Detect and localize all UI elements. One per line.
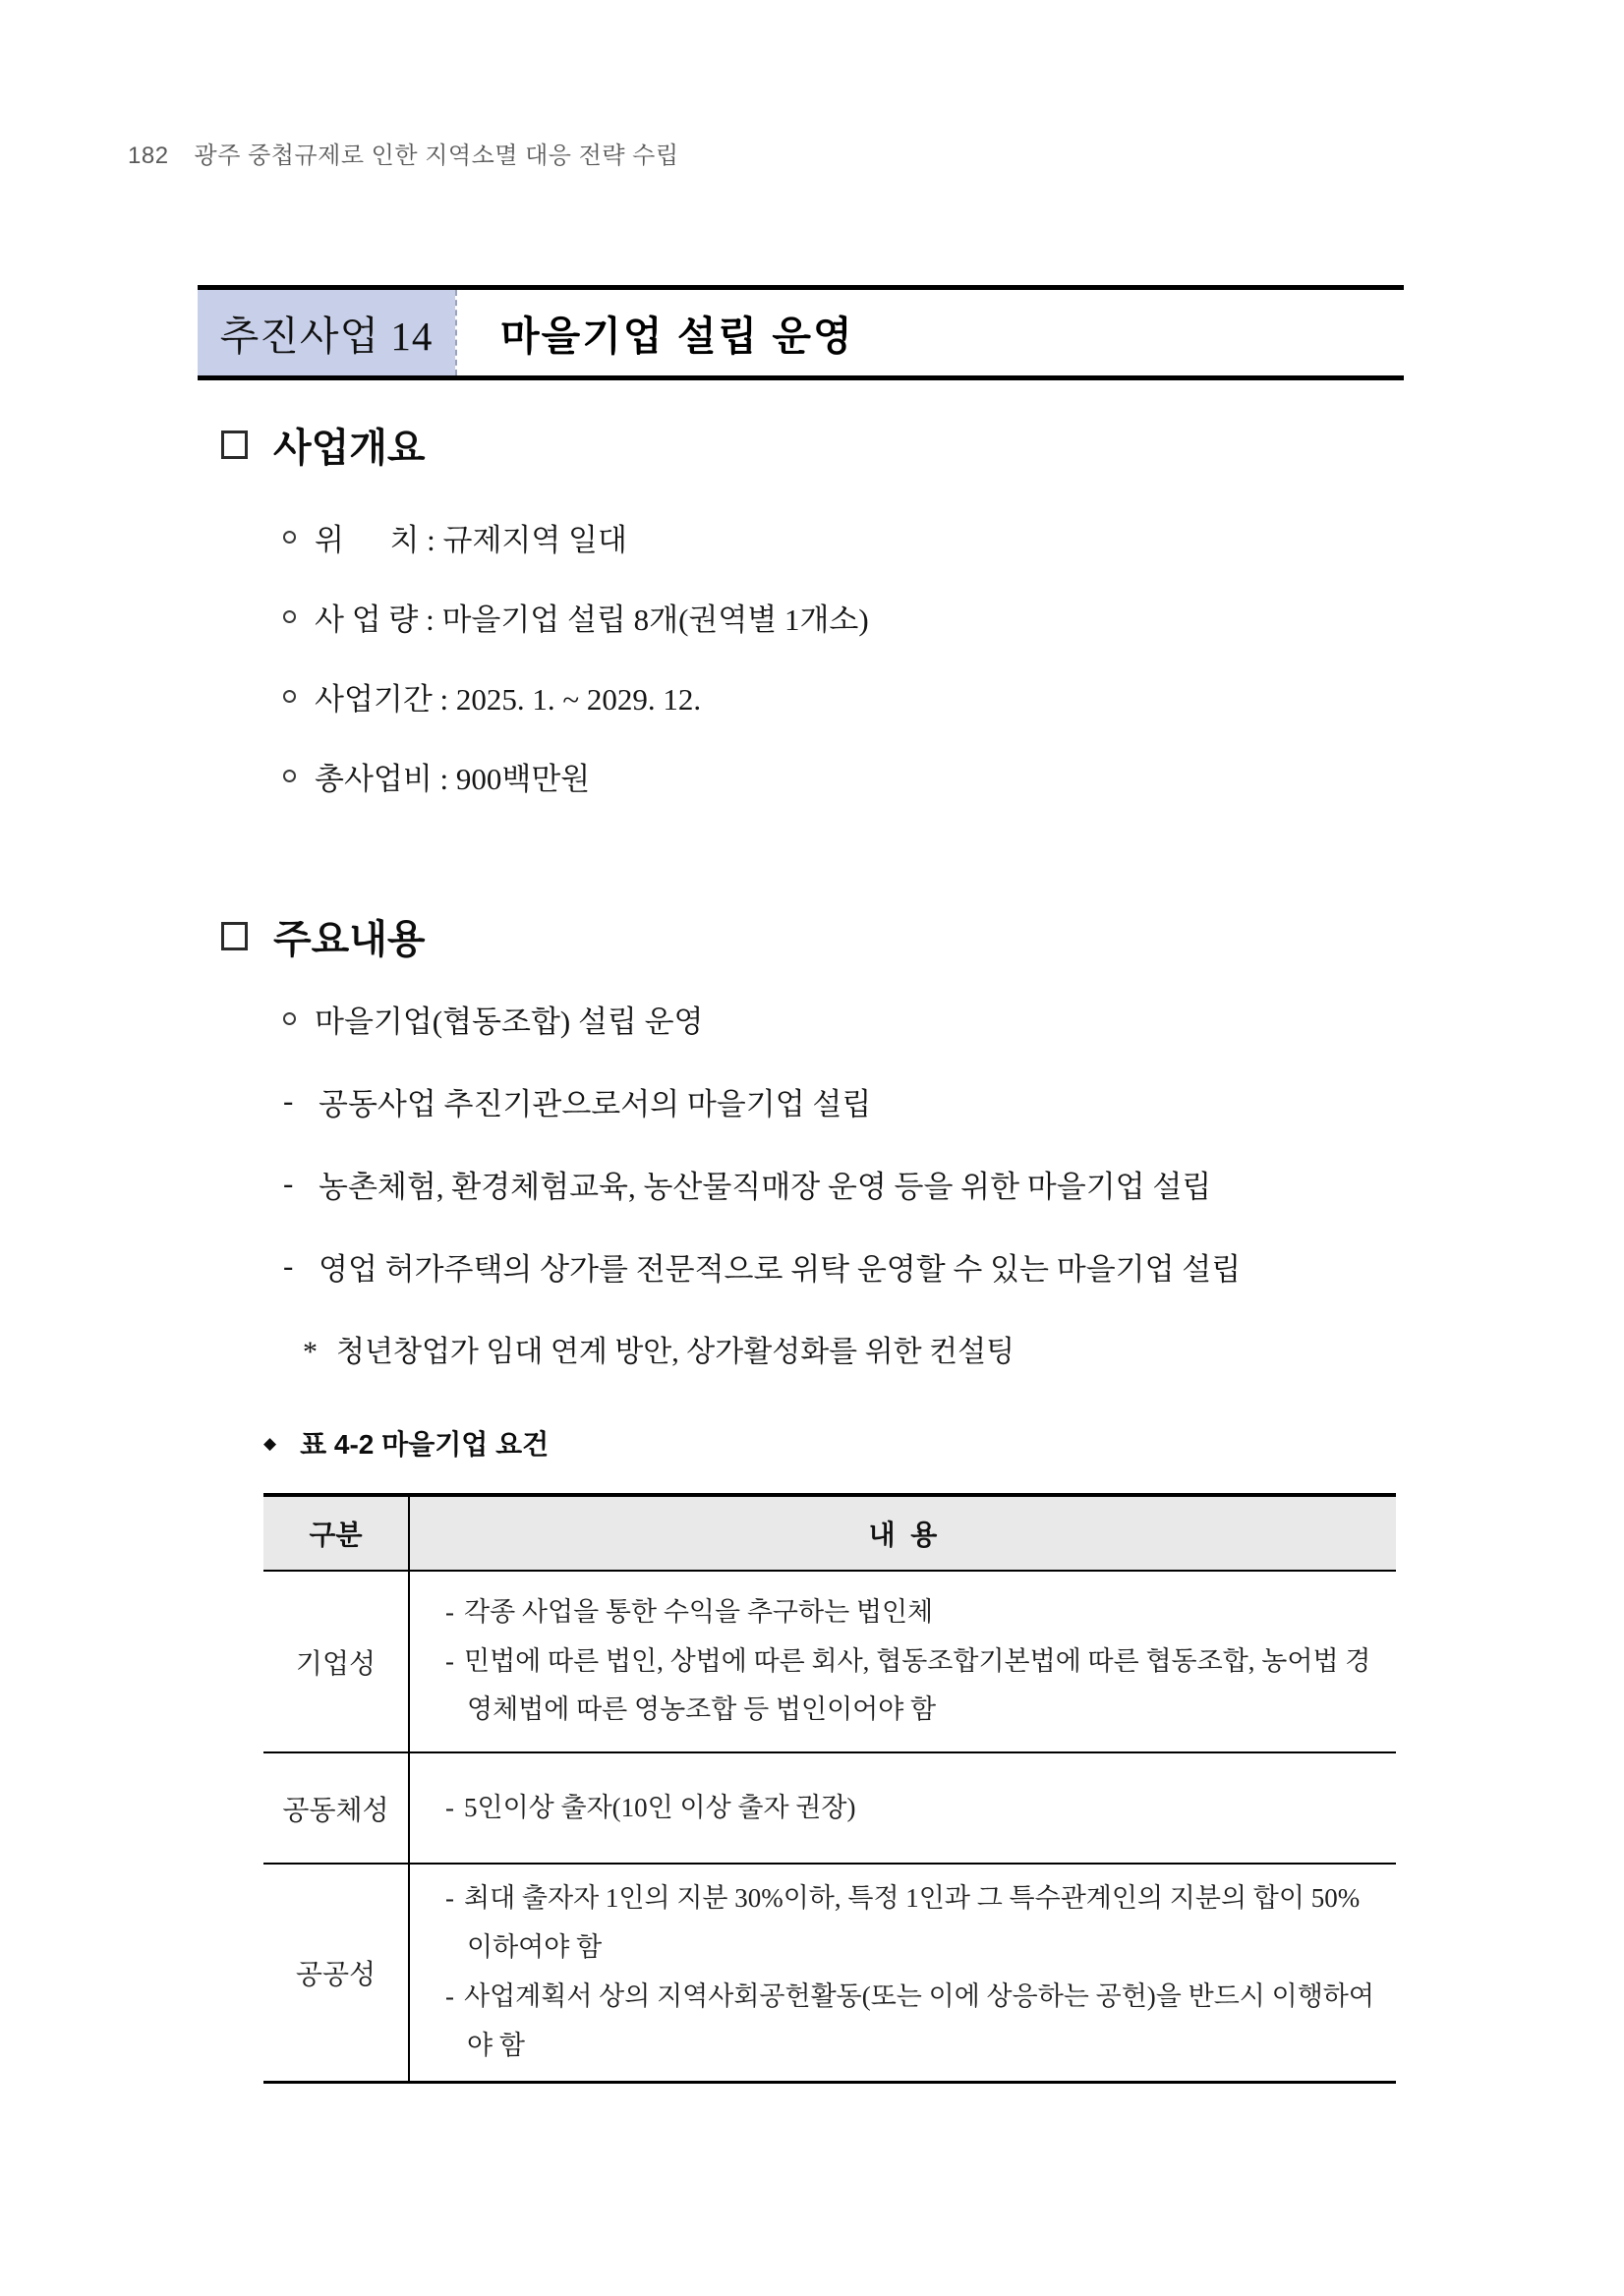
section-heading-overview (221, 421, 426, 468)
dash-marker: - (445, 1883, 454, 1913)
cell-line-text: 최대 출자자 1인의 지분 30%이하, 특정 1인과 그 특수관계인의 지분의 합이 50% 이하여야 함 (464, 1883, 1361, 1962)
list-item-text: 청년창업가 임대 연계 방안, 상가활성화를 위한 컨설팅 (336, 1336, 1015, 1368)
dash-marker: - (445, 1792, 454, 1822)
list-item-text: 위 치 : 규제지역 일대 (315, 522, 627, 557)
cell-line-text: 민법에 따른 법인, 상법에 따른 회사, 협동조합기본법에 따른 협동조합, 농어법 경영체법에 따른 영농조합 등 법인이어야 함 (464, 1645, 1371, 1725)
list-item-text: 사 업 량 : 마을기업 설립 8개(권역별 1개소) (315, 602, 869, 637)
list-item-text: 사업기간 : 2025. 1. ~ 2029. 12. (315, 681, 702, 717)
requirements-table-wrap (263, 1493, 1396, 2084)
table-caption-text: 표 4-2 마을기업 요건 (300, 1429, 550, 1460)
circle-bullet-icon (283, 690, 296, 703)
table-row (263, 1864, 1396, 2082)
square-bullet-icon (221, 922, 248, 950)
report-title: 광주 중첩규제로 인한 지역소멸 대응 전략 수립 (194, 143, 679, 169)
circle-bullet-icon (283, 770, 296, 782)
overview-item-list (283, 513, 869, 799)
project-banner (198, 285, 1404, 380)
cell-line (428, 1973, 1374, 2071)
section-heading-main (221, 912, 426, 959)
list-item (283, 672, 869, 719)
dash-marker: - (283, 1248, 294, 1283)
row-content (409, 1864, 1396, 2082)
circle-bullet-icon (283, 531, 296, 544)
dash-marker: - (283, 1166, 294, 1200)
list-item-text: 영업 허가주택의 상가를 전문적으로 위탁 운영할 수 있는 마을기업 설립 (319, 1251, 1242, 1287)
page-number: 182 (128, 143, 169, 169)
table-row (263, 1571, 1396, 1752)
list-item-note (303, 1325, 1241, 1372)
cell-line-text: 5인이상 출자(10인 이상 출자 권장) (464, 1792, 856, 1822)
project-banner-title: 마을기업 설립 운영 (455, 290, 1404, 375)
list-item-text: 총사업비 : 900백만원 (315, 761, 591, 796)
dash-marker: - (445, 1645, 454, 1676)
row-label: 공공성 (263, 1864, 409, 2082)
list-item (283, 752, 869, 799)
row-content (409, 1752, 1396, 1864)
table-caption (263, 1423, 549, 1463)
circle-bullet-icon (283, 1012, 296, 1025)
list-item (283, 1242, 1241, 1290)
main-item-list (283, 995, 1241, 1372)
row-content (409, 1571, 1396, 1752)
diamond-bullet-icon: ◆ (263, 1433, 277, 1453)
list-item (283, 593, 869, 640)
cell-line-text: 사업계획서 상의 지역사회공헌활동(또는 이에 상응하는 공헌)을 반드시 이행하여야 함 (464, 1980, 1374, 2060)
dash-marker: - (445, 1980, 454, 2011)
row-label: 공동체성 (263, 1752, 409, 1864)
requirements-table (263, 1493, 1396, 2084)
dash-marker: - (283, 1083, 294, 1118)
row-label: 기업성 (263, 1571, 409, 1752)
section-heading-label: 사업개요 (273, 426, 426, 470)
table-header-row (263, 1495, 1396, 1571)
list-item (283, 513, 869, 560)
cell-line (428, 1784, 1374, 1833)
project-banner-label: 추진사업 14 (198, 290, 455, 375)
list-item-text: 공동사업 추진기관으로서의 마을기업 설립 (319, 1086, 872, 1121)
table-row (263, 1752, 1396, 1864)
list-item (283, 1077, 1241, 1124)
table-header-content: 내 용 (409, 1495, 1396, 1571)
list-item (283, 1160, 1241, 1207)
table-header-category: 구분 (263, 1495, 409, 1571)
list-item (283, 995, 1241, 1042)
cell-line (428, 1637, 1374, 1736)
square-bullet-icon (221, 430, 248, 459)
running-head (128, 136, 679, 170)
list-item-text: 농촌체험, 환경체험교육, 농산물직매장 운영 등을 위한 마을기업 설립 (319, 1169, 1212, 1204)
circle-bullet-icon (283, 610, 296, 623)
cell-line (428, 1874, 1374, 1973)
section-heading-label: 주요내용 (273, 917, 426, 961)
dash-marker: - (445, 1596, 454, 1627)
cell-line (428, 1588, 1374, 1637)
list-item-text: 마을기업(협동조합) 설립 운영 (315, 1004, 704, 1039)
asterisk-marker: * (303, 1336, 318, 1368)
cell-line-text: 각종 사업을 통한 수익을 추구하는 법인체 (464, 1596, 934, 1627)
